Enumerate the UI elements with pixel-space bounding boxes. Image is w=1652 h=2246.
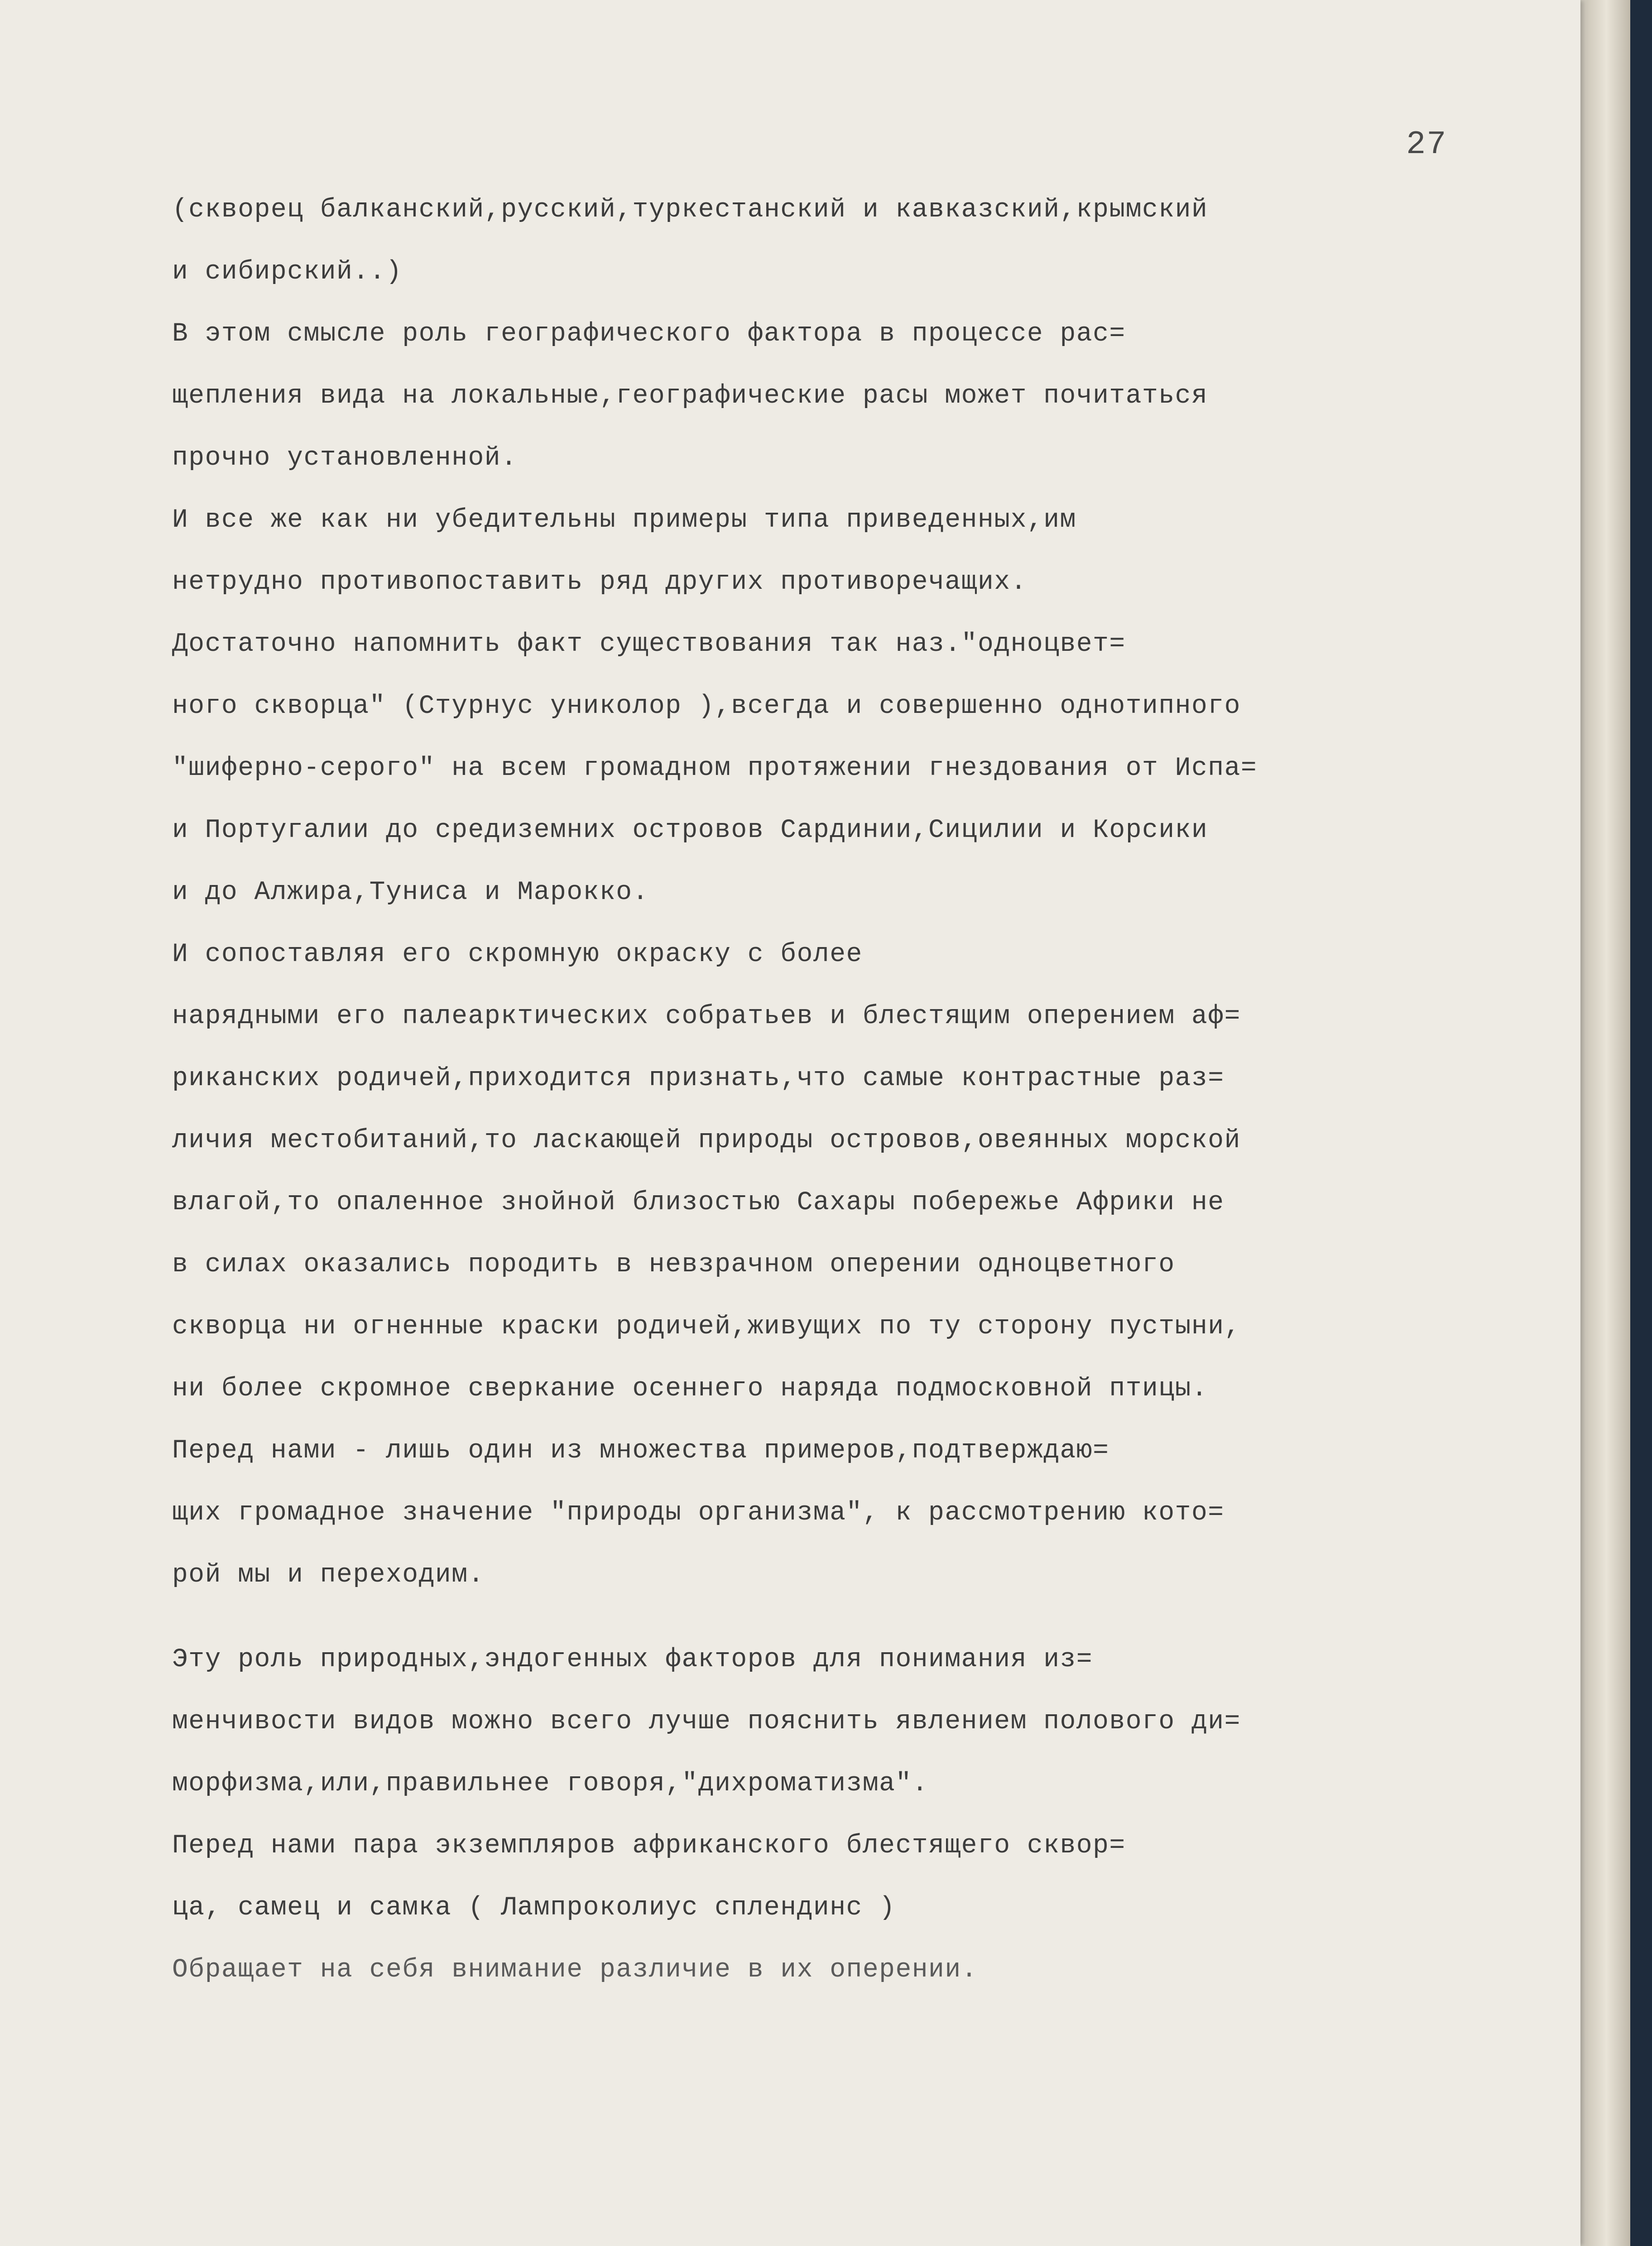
text-line: прочно установленной. <box>172 443 518 473</box>
text-line: скворца ни огненные краски родичей,живущих по ту сторону пустыни, <box>172 1312 1241 1342</box>
text-line: Эту роль природных,эндогенных факторов для понимания из= <box>172 1645 1093 1674</box>
typed-text-block <box>172 179 1476 2001</box>
text-line: Перед нами пара экземпляров африканского блестящего сквор= <box>172 1831 1126 1861</box>
text-line: влагой,то опаленное знойной близостью Сахары побережье Африки не <box>172 1188 1225 1217</box>
text-line: и Португалии до средиземних островов Сардинии,Сицилии и Корсики <box>172 816 1208 845</box>
text-line: щих громадное значение "природы организма", к рассмотрению кото= <box>172 1498 1225 1528</box>
text-line: И сопоставляя его скромную окраску с более <box>172 940 863 969</box>
text-line: и сибирский..) <box>172 257 403 287</box>
text-line: нетрудно противопоставить ряд других противоречащих. <box>172 568 1027 597</box>
text-line: В этом смысле роль географического фактора в процессе рас= <box>172 319 1126 349</box>
text-line: щепления вида на локальные,географические расы может почитаться <box>172 381 1208 411</box>
text-line: "шиферно-серого" на всем громадном протяжении гнездования от Испа= <box>172 754 1258 783</box>
text-line: и до Алжира,Туниса и Марокко. <box>172 878 649 907</box>
text-line: менчивости видов можно всего лучше пояснить явлением полового ди= <box>172 1707 1241 1736</box>
text-line: Перед нами - лишь один из множества примеров,подтверждаю= <box>172 1436 1109 1466</box>
text-line: в силах оказались породить в невзрачном оперении одноцветного <box>172 1250 1175 1279</box>
text-line: Обращает на себя внимание различие в их оперении. <box>172 1955 978 1985</box>
paragraph-gap <box>172 1606 1476 1629</box>
text-line: Достаточно напомнить факт существования так наз."одноцвет= <box>172 630 1126 659</box>
text-line: нарядными его палеарктических собратьев и блестящим оперением аф= <box>172 1002 1241 1031</box>
text-line: личия местобитаний,то ласкающей природы островов,овеянных морской <box>172 1126 1241 1155</box>
text-line: И все же как ни убедительны примеры типа приведенных,им <box>172 505 1076 535</box>
text-line: ни более скромное сверкание осеннего наряда подмосковной птицы. <box>172 1374 1208 1404</box>
text-line: (скворец балканский,русский,туркестанский и кавказский,крымский <box>172 195 1208 225</box>
page-number: 27 <box>1406 126 1447 163</box>
text-line: риканских родичей,приходится признать,что самые контрастные раз= <box>172 1064 1225 1093</box>
text-line: ного скворца" (Стурнус униколор ),всегда и совершенно однотипного <box>172 692 1241 721</box>
text-line: ца, самец и самка ( Лампроколиус сплендинс ) <box>172 1893 896 1923</box>
text-line: рой мы и переходим. <box>172 1560 485 1590</box>
text-line: морфизма,или,правильнее говоря,"дихроматизма". <box>172 1769 929 1799</box>
